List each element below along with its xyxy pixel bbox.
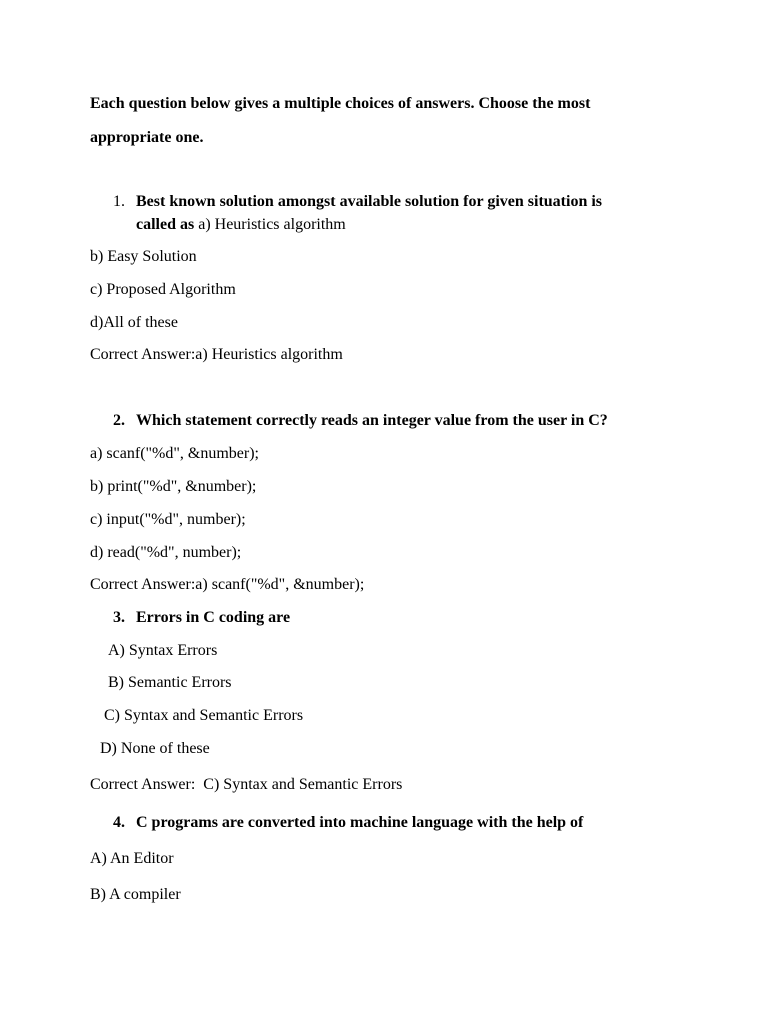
question-2-option-d: d) read("%d", number); [90, 544, 242, 561]
question-2-option-b: b) print("%d", &number); [90, 478, 257, 495]
question-3-number: 3. [113, 609, 125, 626]
question-3-option-a: A) Syntax Errors [108, 642, 218, 659]
question-3-text: Errors in C coding are [136, 609, 291, 626]
question-1-option-d: d)All of these [90, 314, 178, 331]
question-4-option-a: A) An Editor [90, 850, 174, 867]
question-1-called-as: called as [136, 216, 195, 233]
question-4-number: 4. [113, 814, 125, 831]
question-3-option-b: B) Semantic Errors [108, 674, 232, 691]
question-1-option-c: c) Proposed Algorithm [90, 281, 236, 298]
question-1-option-b: b) Easy Solution [90, 248, 197, 265]
question-2-text: Which statement correctly reads an integer value from the user in C? [136, 412, 608, 429]
question-3-correct-answer: Correct Answer: C) Syntax and Semantic Errors [90, 776, 403, 793]
question-3-option-d: D) None of these [100, 740, 210, 757]
question-2-correct-answer: Correct Answer:a) scanf("%d", &number); [90, 576, 365, 593]
question-1-option-a: a) Heuristics algorithm [194, 216, 346, 233]
question-1-line-1: Best known solution amongst available solution for given situation is [136, 193, 603, 210]
question-1-number: 1. [113, 193, 125, 210]
question-2-option-c: c) input("%d", number); [90, 511, 246, 528]
question-2-option-a: a) scanf("%d", &number); [90, 445, 259, 462]
question-2-number: 2. [113, 412, 125, 429]
question-4-option-b: B) A compiler [90, 886, 181, 903]
instructions-line-1: Each question below gives a multiple choices of answers. Choose the most [90, 95, 591, 112]
question-3-option-c: C) Syntax and Semantic Errors [104, 707, 304, 724]
instructions-line-2: appropriate one. [90, 129, 204, 146]
question-1-correct-answer: Correct Answer:a) Heuristics algorithm [90, 346, 343, 363]
question-1-line-2 [136, 213, 602, 236]
question-4-text: C programs are converted into machine language with the help of [136, 814, 584, 831]
question-1-text [136, 190, 602, 236]
